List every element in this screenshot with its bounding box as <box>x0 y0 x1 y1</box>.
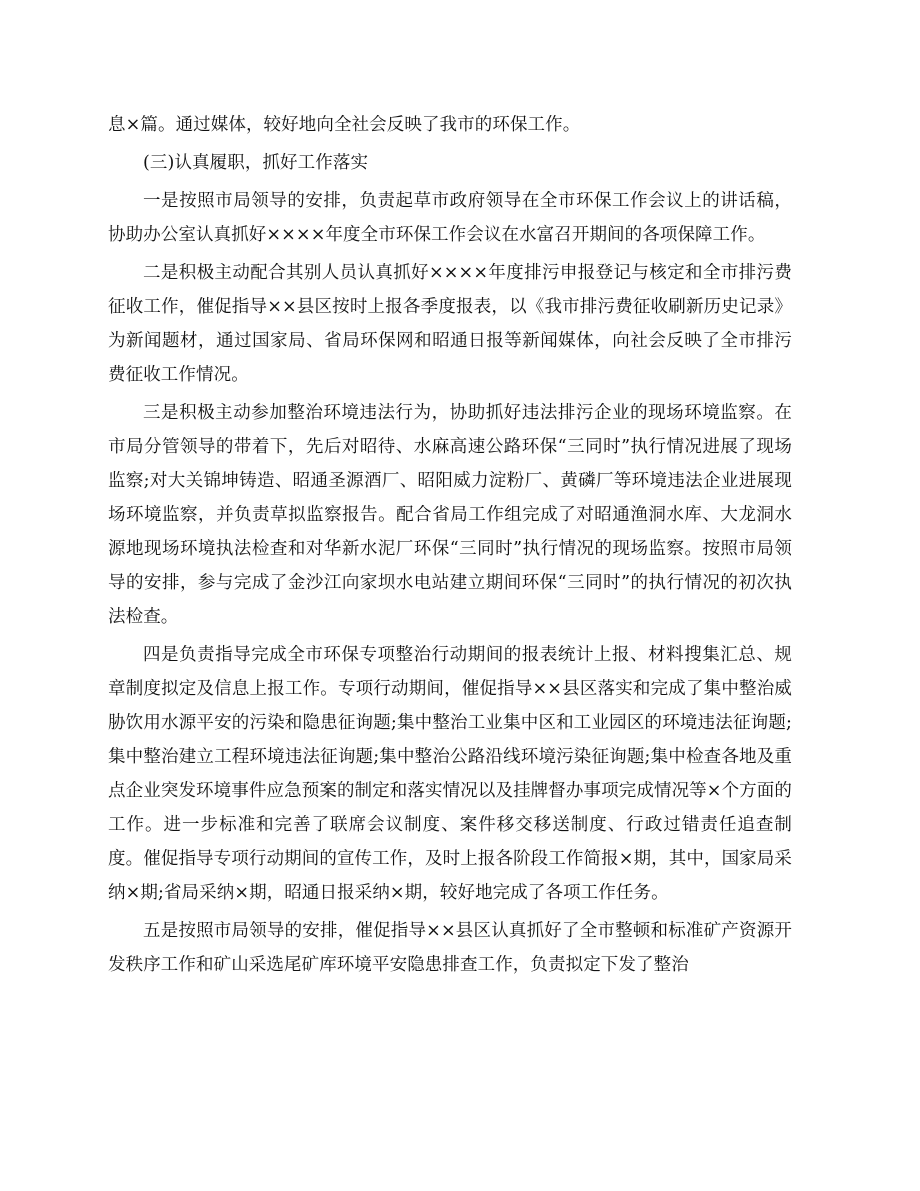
paragraph-item-2: 二是积极主动配合其别人员认真抓好××××年度排污申报登记与核定和全市排污费征收工作，催促指导××县区按时上报各季度报表，以《我市排污费征收刷新历史记录》为新闻题材，通过国家局、省局环保网和昭通日报等新闻媒体，向社会反映了全市排污费征收工作情况。 <box>108 263 792 385</box>
paragraph-item-1: 一是按照市局领导的安排，负责起草市政府领导在全市环保工作会议上的讲话稿，协助办公室认真抓好××××年度全市环保工作会议在水富召开期间的各项保障工作。 <box>108 191 792 245</box>
paragraph-item-5: 五是按照市局领导的安排，催促指导××县区认真抓好了全市整顿和标准矿产资源开发秩序工作和矿山采选尾矿库环境平安隐患排查工作，负责拟定下发了整治 <box>108 921 792 975</box>
paragraph-item-4: 四是负责指导完成全市环保专项整治行动期间的报表统计上报、材料搜集汇总、规章制度拟定及信息上报工作。专项行动期间，催促指导××县区落实和完成了集中整治威胁饮用水源平安的污染和隐患征询题;集中整治工业集中区和工业园区的环境违法征询题;集中整治建立工程环境违法征询题;集中整治公路沿线环境污染征询题;集中检查各地及重点企业突发环境事件应急预案的制定和落实情况以及挂牌督办事项完成情况等×个方面的工作。进一步标准和完善了联席会议制度、案件移交移送制度、行政过错责任追查制度。催促指导专项行动期间的宣传工作，及时上报各阶段工作简报×期，其中，国家局采纳×期;省局采纳×期，昭通日报采纳×期，较好地完成了各项工作任务。 <box>108 645 792 903</box>
section-heading: (三)认真履职，抓好工作落实 <box>143 153 369 173</box>
paragraph-item-3: 三是积极主动参加整治环境违法行为，协助抓好违法排污企业的现场环境监察。在市局分管领导的带着下，先后对昭待、水麻高速公路环保“三同时”执行情况进展了现场监察;对大关锦坤铸造、昭通圣源酒厂、昭阳威力淀粉厂、黄磷厂等环境违法企业进展现场环境监察，并负责草拟监察报告。配合省局工作组完成了对昭通渔洞水库、大龙洞水源地现场环境执法检查和对华新水泥厂环保“三同时”执行情况的现场监察。按照市局领导的安排，参与完成了金沙江向家坝水电站建立期间环保“三同时”的执行情况的初次执法检查。 <box>108 403 792 627</box>
document-body <box>108 108 792 982</box>
paragraph-continuation: 息×篇。通过媒体，较好地向全社会反映了我市的环保工作。 <box>108 115 581 135</box>
